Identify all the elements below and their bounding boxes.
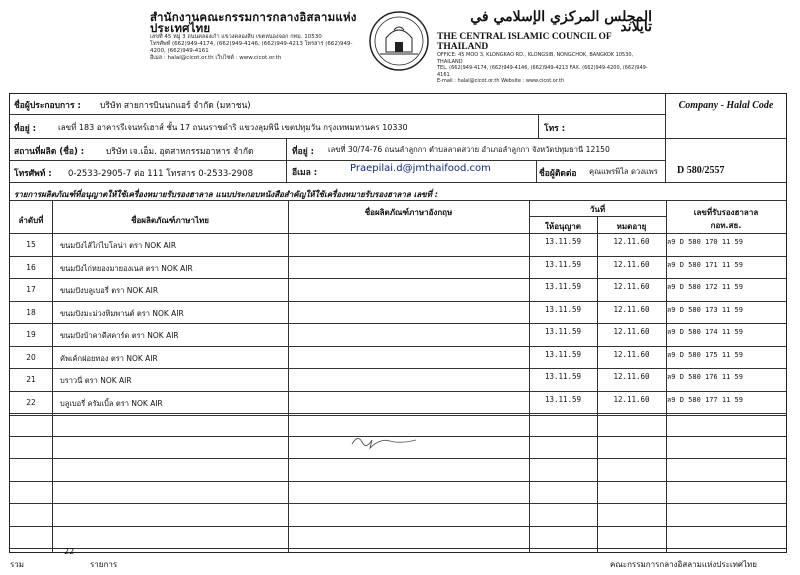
row-number: 20	[26, 352, 36, 362]
row-cert-number: ล9 D 580 174 11 59	[667, 328, 743, 336]
company-code-value: D 580/2557	[677, 165, 725, 176]
english-letterhead	[437, 9, 652, 85]
row-issue-date: 13.11.59	[544, 259, 582, 269]
contact-value: คุณแพรพิไล ดวงแพร	[589, 167, 658, 176]
row-expire-date: 12.11.60	[613, 372, 650, 381]
row-cert-number: ล9 D 580 172 11 59	[667, 283, 743, 291]
contact-label: ชื่อผู้ติดต่อ	[539, 169, 577, 179]
row-issue-date: 13.11.59	[544, 282, 582, 291]
operator-label: ชื่อผู้ประกอบการ :	[14, 101, 81, 111]
total-value: 22	[64, 547, 75, 556]
tel-value: 0-2533-2905-7 ต่อ 111 โทรสาร 0-2533-2908	[68, 169, 254, 179]
row-cert-number: ล9 D 580 176 11 59	[667, 373, 743, 381]
row-issue-date: 13.11.59	[544, 349, 582, 359]
col-issue-header: ให้อนุญาต	[545, 222, 581, 231]
email-label: อีเมล :	[292, 168, 318, 178]
list-note: รายการผลิตภัณฑ์ที่อนุญาตให้ใช้เครื่องหมายรับรองฮาลาล แนบประกอบหนังสือสำคัญให้ใช้เครื่องหมายรับรองฮาลาล เลขที่ :	[14, 190, 438, 199]
row-issue-date: 13.11.59	[544, 327, 582, 336]
address-value: เลขที่ 183 อาคารรีเจนทร์เฮาส์ ชั้น 17 ถนนราชดำริ แขวงลุมพินี เขตปทุมวัน กรุงเทพมหานคร 10330	[58, 123, 408, 132]
col-thai-header: ชื่อผลิตภัณฑ์ภาษาไทย	[131, 216, 209, 225]
row-expire-date: 12.11.60	[613, 304, 650, 314]
factory-address-label: ที่อยู่ :	[292, 147, 315, 157]
english-email: E-mail : halal@cicot.or.th Website : www.cicot.or.th	[437, 78, 565, 84]
tel-label: โทรศัพท์ :	[14, 169, 52, 179]
email-value: Praepilai.d@jmthaifood.com	[350, 163, 491, 174]
arabic-title: المجلس المركزي الإسلامي في تايلاند	[470, 9, 652, 35]
halal-product-form	[9, 93, 787, 553]
company-code-title: Company - Halal Code	[678, 100, 774, 111]
row-number: 21	[26, 375, 36, 384]
operator-value: บริษัท สายการบินนกแอร์ จำกัด (มหาชน)	[100, 101, 251, 111]
row-product-name: ขนมปังมะม่วงหิมพานต์ ตรา NOK AIR	[60, 308, 184, 318]
row-number: 18	[26, 307, 36, 317]
row-cert-number: ล9 D 580 175 11 59	[667, 350, 743, 359]
row-expire-date: 12.11.60	[613, 327, 650, 336]
row-cert-number: ล9 D 580 170 11 59	[667, 238, 743, 246]
items-label: รายการ	[90, 560, 118, 569]
col-eng-header: ชื่อผลิตภัณฑ์ภาษาอังกฤษ	[364, 208, 453, 217]
row-number: 17	[26, 285, 36, 294]
row-product-name: บราวนี่ ตรา NOK AIR	[60, 376, 132, 385]
row-product-name: ขนมปังบ้าคาดีสคาร์ด ตรา NOK AIR	[60, 331, 179, 340]
row-number: 22	[26, 397, 36, 407]
total-label: รวม	[10, 560, 25, 569]
col-cert-sub-header: กอท.สธ.	[710, 221, 742, 230]
row-expire-date: 12.11.60	[613, 349, 650, 359]
phone-label-top: โทร :	[544, 124, 566, 134]
row-issue-date: 13.11.59	[544, 237, 582, 246]
thai-letterhead	[150, 12, 365, 62]
row-product-name: บลูเบอรี่ ครัมเบิ้ล ตรา NOK AIR	[60, 398, 163, 408]
row-issue-date: 13.11.59	[544, 304, 582, 314]
factory-address-value: เลขที่ 30/74-76 ถนนลำลูกกา ตำบลลาดสวาย อำเภอลำลูกกา จังหวัดปทุมธานี 12150	[328, 145, 610, 154]
col-no-header: ลำดับที่	[18, 216, 44, 225]
english-title: THE CENTRAL ISLAMIC COUNCIL OF THAILAND	[437, 32, 612, 52]
product-table	[10, 200, 786, 552]
row-cert-number: ล9 D 580 177 11 59	[667, 395, 743, 404]
thai-address: เลขที่ 45 หมู่ 3 ถนนคลองเก้า แขวงคลองสิบ เขตหนองจอก กทม. 10530	[150, 34, 322, 40]
council-seal-icon	[366, 10, 432, 72]
row-product-name: ขนมปังไก่หยองมายองเนส ตรา NOK AIR	[60, 263, 193, 273]
col-cert-header: เลขที่รับรองฮาลาล	[693, 208, 759, 217]
row-expire-date: 12.11.60	[613, 394, 650, 404]
row-product-name: คัพเค้กฝอยทอง ตรา NOK AIR	[60, 353, 158, 363]
factory-value: บริษัท เจ.เอ็ม. อุตสาหกรรมอาหาร จำกัด	[106, 147, 254, 157]
english-phone: TEL. (662)949-4174, (662)949-4146, (662)949-4213 FAX. (662)949-4200, (662)949-4161	[437, 65, 648, 78]
row-number: 19	[26, 330, 36, 339]
address-label: ที่อยู่ :	[14, 124, 37, 134]
col-expire-header: หมดอายุ	[616, 222, 647, 231]
row-cert-number: ล9 D 580 173 11 59	[667, 305, 743, 314]
row-cert-number: ล9 D 580 171 11 59	[667, 260, 743, 269]
row-product-name: ขนมปังบลูเบอรี่ ตรา NOK AIR	[60, 286, 159, 295]
row-number: 15	[26, 240, 36, 249]
council-name-footer: คณะกรรมการกลางอิสลามแห่งประเทศไทย	[610, 560, 757, 569]
col-date-header: วันที่	[589, 205, 606, 214]
row-product-name: ขนมปังไส้ไก่ไบโลน่า ตรา NOK AIR	[60, 241, 177, 250]
english-address: OFFICE: 45 MOO 3, KLONGKAO RD., KLONGSIB, NONGCHOK, BANGKOK 10530, THAILAND	[437, 52, 634, 65]
row-expire-date: 12.11.60	[613, 259, 650, 269]
row-number: 16	[26, 262, 36, 272]
thai-title: สำนักงานคณะกรรมการกลางอิสลามแห่งประเทศไทย	[150, 10, 357, 35]
factory-label: สถานที่ผลิต (ชื่อ) :	[14, 147, 85, 157]
row-issue-date: 13.11.59	[544, 394, 582, 404]
handwritten-mark	[350, 432, 420, 452]
row-expire-date: 12.11.60	[613, 282, 650, 291]
row-expire-date: 12.11.60	[613, 237, 650, 246]
row-issue-date: 13.11.59	[544, 372, 582, 381]
thai-email: อีเมล : halal@cicot.or.th เว็บไซต์ : www.cicot.or.th	[150, 55, 282, 61]
thai-phone: โทรศัพท์ (662)949-4174, (662)949-4146, (662)949-4213 โทรสาร (662)949-4200, (662)949-4161	[150, 41, 353, 54]
